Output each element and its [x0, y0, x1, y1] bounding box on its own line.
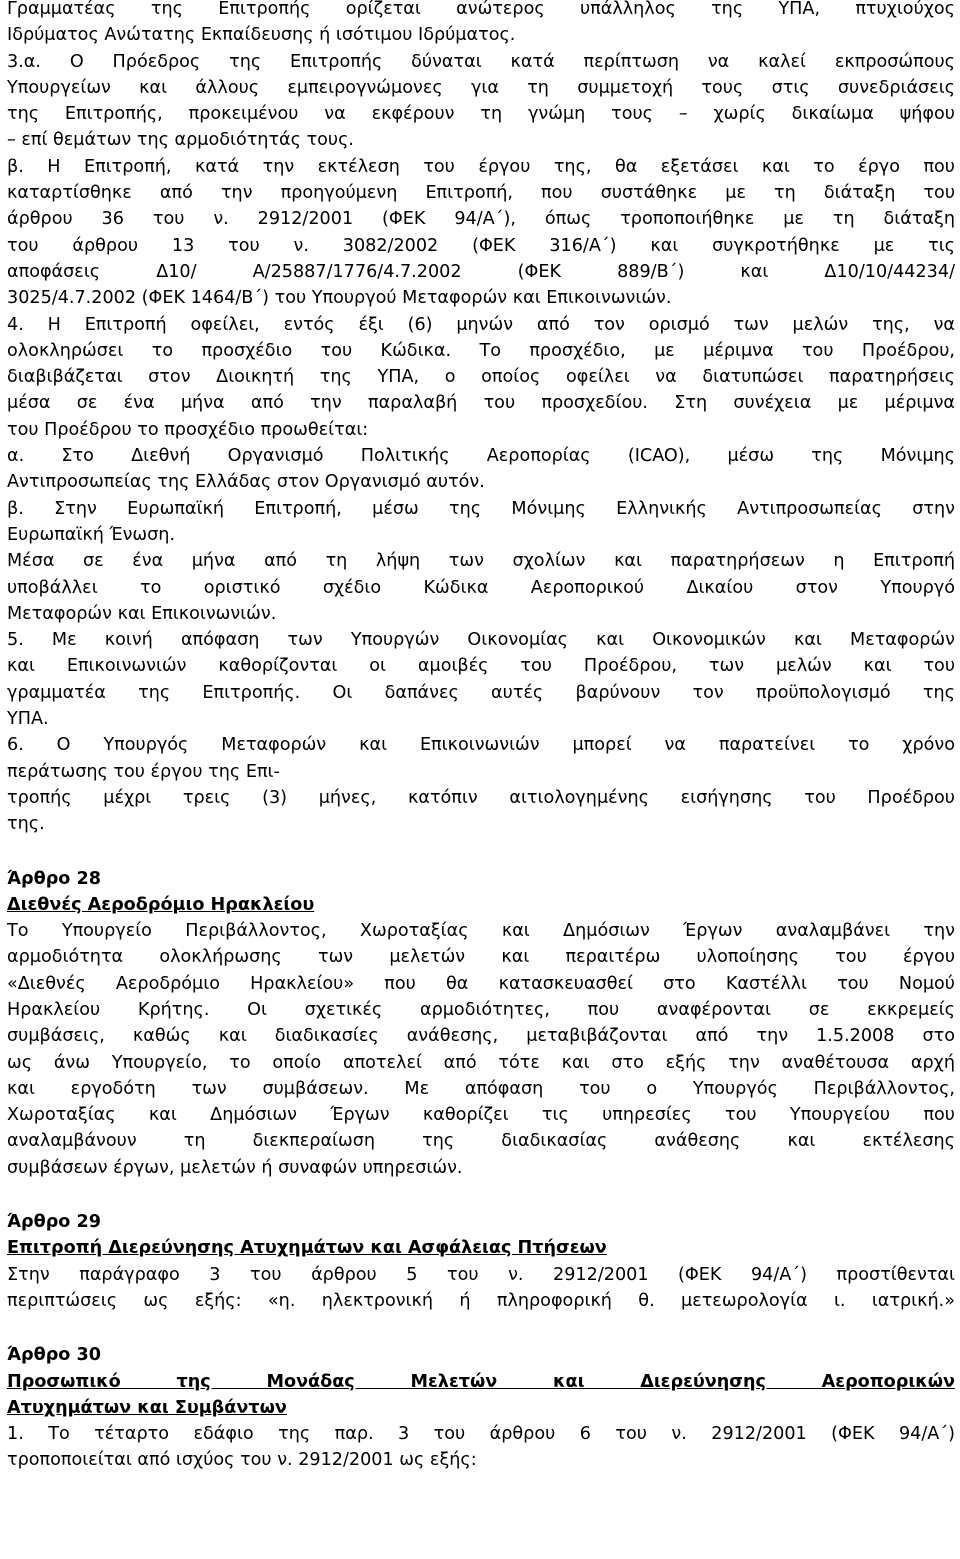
- text-line: Χωροταξίας και Δημόσιων Έργων καθορίζει τις υπηρεσίες του Υπουργείου που: [7, 1105, 955, 1126]
- text-line: συμβάσεις, καθώς και διαδικασίες ανάθεσης, μεταβιβάζονται από την 1.5.2008 στο: [7, 1026, 955, 1047]
- text-line: Στην παράγραφο 3 του άρθρου 5 του ν. 2912/2001 (ΦΕΚ 94/Α΄) προστίθενται: [7, 1264, 955, 1285]
- section-gap: [7, 1314, 955, 1342]
- text-line: Γραμματέας της Επιτροπής ορίζεται ανώτερος υπάλληλος της ΥΠΑ, πτυχιούχος: [7, 0, 955, 19]
- text-line: της Επιτροπής, προκειμένου να εκφέρουν τη γνώμη τους – χωρίς δικαίωμα ψήφου: [7, 104, 955, 125]
- text-line: μέσα σε ένα μήνα από την παραλαβή του προσχεδίου. Στη συνέχεια με μέριμνα: [7, 393, 955, 414]
- text-line: Μέσα σε ένα μήνα από τη λήψη των σχολίων και παρατηρήσεων η Επιτροπή: [7, 551, 955, 572]
- text-line: 1. Το τέταρτο εδάφιο της παρ. 3 του άρθρου 6 του ν. 2912/2001 (ΦΕΚ 94/Α΄): [7, 1424, 955, 1445]
- text-line: άρθρου 36 του ν. 2912/2001 (ΦΕΚ 94/Α΄), όπως τροποποιήθηκε με τη διάταξη: [7, 209, 955, 230]
- text-line: Ευρωπαϊκή Ένωση.: [7, 524, 176, 545]
- text-line: Μεταφορών και Επικοινωνιών.: [7, 603, 277, 624]
- text-line: και εργοδότη των συμβάσεων. Με απόφαση του ο Υπουργός Περιβάλλοντος,: [7, 1078, 955, 1099]
- text-line: Υπουργείων και άλλους εμπειρογνώμονες για τη συμμετοχή τους στις συνεδριάσεις: [7, 77, 955, 98]
- text-line: αρμοδιότητα ολοκλήρωσης των μελετών και περαιτέρω υλοποίησης του έργου: [7, 947, 955, 968]
- text-line: Ιδρύματος Ανώτατης Εκπαίδευσης ή ισότιμου Ιδρύματος.: [7, 25, 516, 46]
- text-line: Αντιπροσωπείας της Ελλάδας στον Οργανισμό αυτόν.: [7, 472, 485, 493]
- text-line: και Επικοινωνιών καθορίζονται οι αμοιβές του Προέδρου, των μελών και του: [7, 656, 955, 677]
- intro-section: [7, 0, 955, 838]
- text-line: υποβάλλει το οριστικό σχέδιο Κώδικα Αεροπορικού Δικαίου στον Υπουργό: [7, 577, 955, 598]
- text-line: 3025/4.7.2002 (ΦΕΚ 1464/Β΄) του Υπουργού Μεταφορών και Επικοινωνιών.: [7, 288, 672, 309]
- article-heading: Άρθρο 30: [7, 1345, 101, 1366]
- article-title: Ατυχημάτων και Συμβάντων: [7, 1397, 287, 1418]
- text-line: τροποποιείται από ισχύος του ν. 2912/2001 ως εξής:: [7, 1450, 477, 1471]
- text-line: β. Στην Ευρωπαϊκή Επιτροπή, μέσω της Μόνιμης Ελληνικής Αντιπροσωπείας στην: [7, 498, 955, 519]
- text-line: ολοκληρώσει το προσχέδιο του Κώδικα. Το προσχέδιο, με μέριμνα του Προέδρου,: [7, 340, 955, 361]
- text-line: συμβάσεων έργων, μελετών ή συναφών υπηρεσιών.: [7, 1157, 463, 1178]
- text-line: – επί θεμάτων της αρμοδιότητάς τους.: [7, 130, 355, 151]
- section-gap: [7, 1181, 955, 1209]
- text-line: «Διεθνές Αεροδρόμιο Ηρακλείου» που θα κατασκευασθεί στο Καστέλλι του Νομού: [7, 973, 955, 994]
- section-gap: [7, 838, 955, 866]
- article-heading: Άρθρο 29: [7, 1212, 101, 1233]
- text-line: Ηρακλείου Κρήτης. Οι σχετικές αρμοδιότητες, που αναφέρονται σε εκκρεμείς: [7, 999, 955, 1020]
- text-line: της.: [7, 814, 45, 835]
- text-line: του Προέδρου το προσχέδιο προωθείται:: [7, 419, 369, 440]
- text-line: 5. Με κοινή απόφαση των Υπουργών Οικονομίας και Οικονομικών και Μεταφορών: [7, 630, 955, 651]
- text-line: 6. Ο Υπουργός Μεταφορών και Επικοινωνιών μπορεί να παρατείνει το χρόνο: [7, 735, 955, 756]
- text-line: ως άνω Υπουργείο, το οποίο αποτελεί από τότε και στο εξής την αναθέτουσα αρχή: [7, 1052, 955, 1073]
- text-line: Το Υπουργείο Περιβάλλοντος, Χωροταξίας και Δημόσιων Έργων αναλαμβάνει την: [7, 921, 955, 942]
- text-line: περάτωσης του έργου της Επι-: [7, 761, 280, 782]
- text-line: 4. Η Επιτροπή οφείλει, εντός έξι (6) μηνών από τον ορισμό των μελών της, να: [7, 314, 955, 335]
- articles-section: [7, 838, 955, 1474]
- text-line: β. Η Επιτροπή, κατά την εκτέλεση του έργου της, θα εξετάσει και το έργο που: [7, 156, 955, 177]
- text-line: 3.α. Ο Πρόεδρος της Επιτροπής δύναται κατά περίπτωση να καλεί εκπροσώπους: [7, 51, 955, 72]
- article-title: Επιτροπή Διερεύνησης Ατυχημάτων και Ασφάλειας Πτήσεων: [7, 1238, 607, 1259]
- text-line: ΥΠΑ.: [7, 709, 49, 730]
- text-line: τροπής μέχρι τρεις (3) μήνες, κατόπιν αιτιολογημένης εισήγησης του Προέδρου: [7, 787, 955, 808]
- text-line: α. Στο Διεθνή Οργανισμό Πολιτικής Αεροπορίας (ICAO), μέσω της Μόνιμης: [7, 446, 955, 467]
- article-heading: Άρθρο 28: [7, 868, 101, 889]
- text-line: διαβιβάζεται στον Διοικητή της ΥΠΑ, ο οποίος οφείλει να διατυπώσει παρατηρήσεις: [7, 367, 955, 388]
- article-title: Προσωπικό της Μονάδας Μελετών και Διερεύνησης Αεροπορικών: [7, 1371, 955, 1392]
- text-line: καταρτίσθηκε από την προηγούμενη Επιτροπή, που συστάθηκε με τη διάταξη του: [7, 183, 955, 204]
- text-line: αναλαμβάνουν τη διεκπεραίωση της διαδικασίας ανάθεσης και εκτέλεσης: [7, 1131, 955, 1152]
- article-title: Διεθνές Αεροδρόμιο Ηρακλείου: [7, 894, 315, 915]
- text-line: περιπτώσεις ως εξής: «η. ηλεκτρονική ή πληροφορική θ. μετεωρολογία ι. ιατρική.»: [7, 1290, 955, 1311]
- text-line: γραμματέα της Επιτροπής. Οι δαπάνες αυτές βαρύνουν τον προϋπολογισμό της: [7, 682, 955, 703]
- text-line: του άρθρου 13 του ν. 3082/2002 (ΦΕΚ 316/Α΄) και συγκροτήθηκε με τις: [7, 235, 955, 256]
- text-line: αποφάσεις Δ10/ Α/25887/1776/4.7.2002 (ΦΕΚ 889/Β΄) και Δ10/10/44234/: [7, 261, 955, 282]
